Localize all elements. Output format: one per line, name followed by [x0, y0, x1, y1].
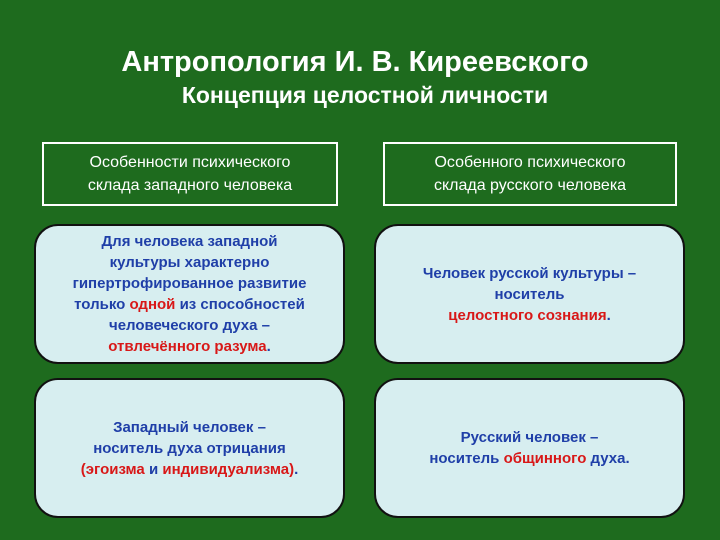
card-west-reason-line2: культуры характерно: [109, 254, 270, 271]
card-russian-consciousness-line3-post: .: [606, 306, 611, 324]
card-west-negation-line3-red-b: индивидуализма): [162, 460, 295, 478]
card-russian-consciousness-line3-red: целостного сознания: [448, 306, 607, 324]
card-west-negation-line2: носитель духа отрицания: [93, 439, 286, 457]
card-west-negation-line3-post: .: [294, 460, 299, 478]
card-west-reason-line4-pre: только: [74, 296, 130, 313]
card-west-reason-line6-post: .: [266, 338, 271, 355]
card-west-negation: [34, 378, 345, 518]
header-russian-line1: Особенного психического: [434, 154, 626, 171]
title-subtitle: Концепция целостной личности: [181, 82, 549, 108]
card-russian-consciousness: [374, 224, 685, 364]
card-west-reason-line1: Для человека западной: [101, 233, 278, 250]
card-russian-communal-line2-pre: носитель: [429, 450, 504, 467]
card-russian-communal-line2-post: духа.: [586, 450, 630, 467]
header-russian-line2: склада русского человека: [433, 177, 627, 194]
slide-title: [0, 44, 720, 110]
card-russian-consciousness-line2: носитель: [494, 285, 565, 303]
card-russian-communal-line2-red: общинного: [503, 450, 587, 467]
card-west-reason-line3: гипертрофированное развитие: [72, 275, 307, 292]
header-russian: [383, 142, 677, 206]
card-russian-consciousness-line1: Человек русской культуры –: [422, 264, 637, 282]
card-west-negation-line3-red-a: (эгоизма: [80, 460, 145, 478]
card-west-reason-line4-post: из способностей: [175, 296, 305, 313]
card-west-negation-line1: Западный человек –: [113, 418, 266, 436]
card-russian-communal-line1: Русский человек –: [460, 429, 599, 446]
card-west-negation-line3-mid: и: [144, 460, 163, 478]
title-main: Антропология И. В. Киреевского: [121, 46, 589, 78]
header-west: [42, 142, 338, 206]
header-west-line2: склада западного человека: [87, 177, 293, 194]
card-russian-communal: [374, 378, 685, 518]
card-west-reason-line4-red: одной: [129, 296, 176, 313]
header-west-line1: Особенности психического: [89, 154, 291, 171]
card-west-reason-line6-red: отвлечённого разума: [108, 338, 267, 355]
card-west-reason: [34, 224, 345, 364]
card-west-reason-line5: человеческого духа –: [108, 317, 270, 334]
